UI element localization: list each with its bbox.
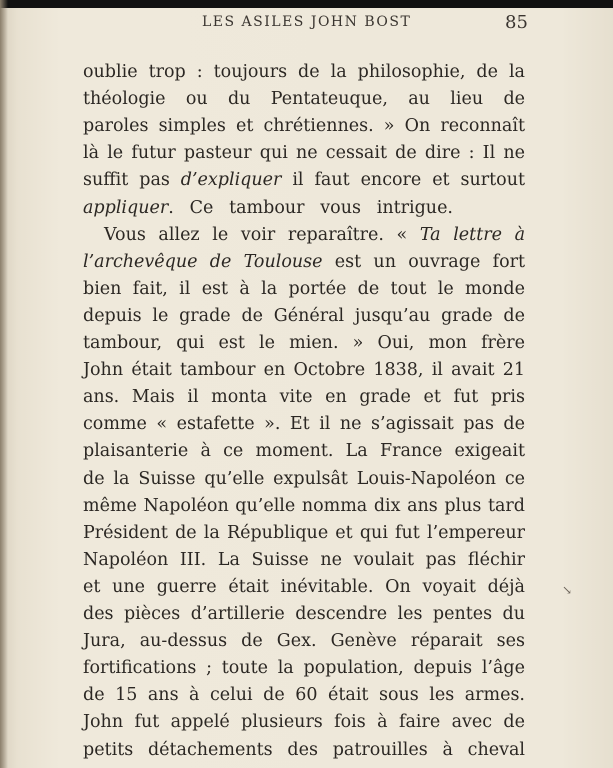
text-segment: comme « estafette ». Et il ne s’agissait pas de [83,414,525,435]
text-line [83,574,525,601]
text-line [83,330,525,357]
text-line [83,86,525,113]
text-segment: plaisanterie à ce moment. La France exigeait [83,441,525,462]
text-line [83,195,453,222]
text-segment: même Napoléon qu’elle nomma dix ans plus tard [83,495,525,516]
text-line [83,438,525,465]
text-segment: Jura, au-dessus de Gex. Genève réparait ses [83,631,525,652]
text-segment: tambour, qui est le mien. » Oui, mon frère [83,333,525,353]
text-segment: fortifications ; toute la population, depuis l’âge [83,658,525,679]
text-segment: Président de la République et qui fut l’empereur [83,522,525,543]
text-segment: suffit pas [83,170,181,191]
text-line [83,520,525,547]
text-line [83,59,525,86]
text-line [83,737,525,764]
text-segment: paroles simples et chrétiennes. » On reconnaît [83,116,525,137]
text-line [83,493,525,520]
scan-top-border [0,0,613,8]
text-segment: Napoléon III. La Suisse ne voulait pas fléchir [83,549,525,570]
text-line [83,303,525,330]
text-line [83,384,525,411]
text-line [104,222,525,249]
text-line [83,709,525,736]
text-segment: John était tambour en Octobre 1838, il avait 21 [83,360,525,381]
text-line [83,276,525,303]
text-line [83,466,525,493]
text-segment: ans. Mais il monta vite en grade et fut pris [83,387,525,408]
text-segment: de 15 ans à celui de 60 était sous les armes. [83,685,525,706]
text-line [83,411,525,438]
italic-text: d’expliquer [180,170,282,191]
italic-text: Ta lettre à [419,224,525,245]
text-segment: est un ouvrage fort [322,251,525,272]
text-segment: petits détachements des patrouilles à cheval [83,739,525,760]
text-line [83,547,525,574]
text-segment: des pièces d’artillerie descendre les pentes du [83,604,525,624]
text-segment: Vous allez le voir reparaître. « [104,224,420,245]
text-segment: théologie ou du Pentateuque, au lieu de [83,89,525,110]
text-segment: bien fait, il est à la portée de tout le monde [83,278,525,299]
text-segment: depuis le grade de Général jusqu’au grade de [83,305,525,326]
text-line [83,167,525,194]
binding-shadow [0,0,8,768]
italic-text: appliquer [83,197,169,218]
text-segment: et une guerre était inévitable. On voyait déjà [83,576,525,597]
text-line [83,628,525,655]
text-line [83,140,525,167]
text-segment: oublie trop : toujours de la philosophie, de la [83,62,525,82]
text-line [83,357,525,384]
text-line [83,249,525,276]
italic-text: l’archevêque de Toulouse [83,251,323,272]
text-line [83,682,525,709]
margin-mark-icon: ↘ [562,583,573,597]
text-segment: John fut appelé plusieurs fois à faire avec de [83,712,525,733]
text-segment: il faut encore et surtout [281,170,525,191]
running-head: LES ASILES JOHN BOST [202,14,412,30]
text-segment: . Ce tambour vous intrigue. [168,197,453,218]
text-segment: de la Suisse qu’elle expulsât Louis-Napoléon ce [83,468,525,489]
text-line [83,601,525,628]
text-line [83,113,525,140]
text-segment: là le futur pasteur qui ne cessait de dire : Il ne [83,143,525,164]
page-number: 85 [505,12,528,33]
text-line [83,655,525,682]
